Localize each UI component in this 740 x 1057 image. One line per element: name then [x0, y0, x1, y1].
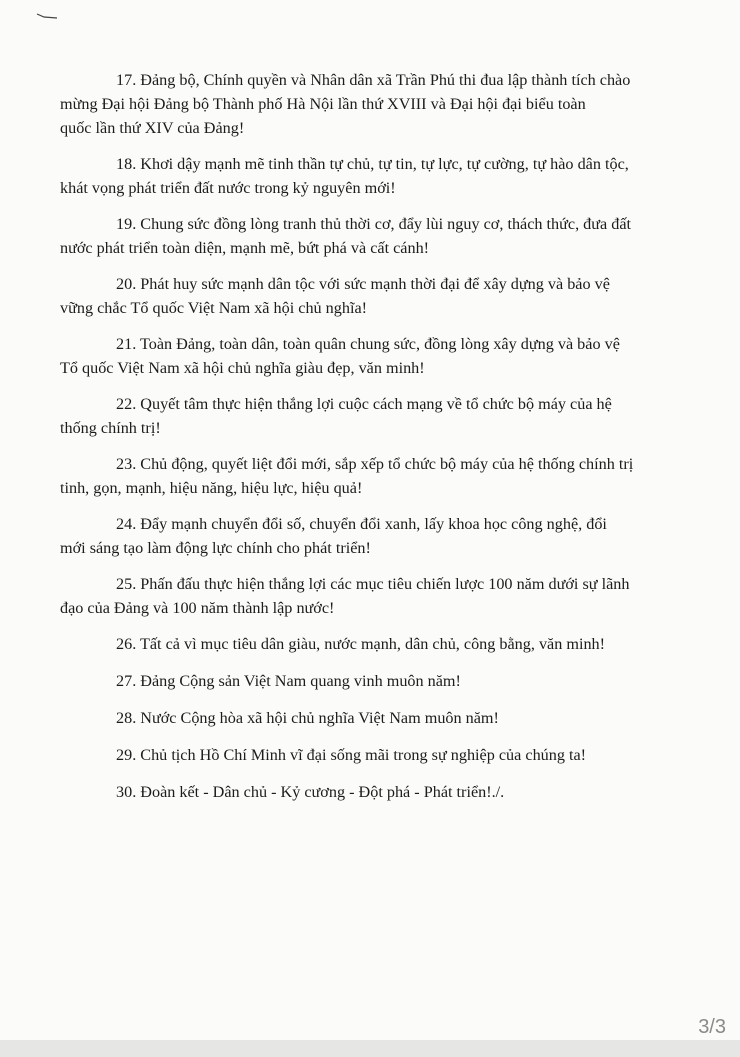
slogan-line: 22. Quyết tâm thực hiện thắng lợi cuộc cách mạng về tổ chức bộ máy của hệ: [116, 395, 612, 413]
slogan-line: 18. Khơi dậy mạnh mẽ tinh thần tự chủ, tự tin, tự lực, tự cường, tự hào dân tộc,: [116, 155, 629, 173]
slogan-line: quốc lần thứ XIV của Đảng!: [60, 119, 245, 137]
slogan-30: [116, 780, 676, 804]
slogan-line: khát vọng phát triển đất nước trong kỷ nguyên mới!: [60, 179, 396, 197]
slogan-25: [60, 572, 676, 620]
slogan-line: 27. Đảng Cộng sản Việt Nam quang vinh muôn năm!: [116, 672, 461, 690]
slogan-line: Tổ quốc Việt Nam xã hội chủ nghĩa giàu đẹp, văn minh!: [60, 359, 425, 377]
slogan-line: 29. Chủ tịch Hồ Chí Minh vĩ đại sống mãi trong sự nghiệp của chúng ta!: [116, 746, 587, 764]
slogan-line: đạo của Đảng và 100 năm thành lập nước!: [60, 599, 335, 617]
slogan-list: [60, 68, 676, 817]
slogan-22: [60, 392, 676, 440]
viewer-bottom-bar: [0, 1040, 740, 1057]
slogan-line: 25. Phấn đấu thực hiện thắng lợi các mục tiêu chiến lược 100 năm dưới sự lãnh: [116, 575, 630, 593]
slogan-line: nước phát triển toàn diện, mạnh mẽ, bứt phá và cất cánh!: [60, 239, 430, 257]
slogan-21: [60, 332, 676, 380]
slogan-line: mới sáng tạo làm động lực chính cho phát triển!: [60, 539, 371, 557]
slogan-line: 17. Đảng bộ, Chính quyền và Nhân dân xã Trần Phú thi đua lập thành tích chào: [116, 71, 631, 89]
slogan-line: 21. Toàn Đảng, toàn dân, toàn quân chung sức, đồng lòng xây dựng và bảo vệ: [116, 335, 620, 353]
scan-mark-icon: [36, 12, 58, 20]
slogan-line: vững chắc Tổ quốc Việt Nam xã hội chủ nghĩa!: [60, 299, 368, 317]
slogan-line: 19. Chung sức đồng lòng tranh thủ thời cơ, đẩy lùi nguy cơ, thách thức, đưa đất: [116, 215, 632, 233]
slogan-line: 26. Tất cả vì mục tiêu dân giàu, nước mạnh, dân chủ, công bằng, văn minh!: [116, 635, 606, 653]
slogan-28: [116, 706, 676, 730]
slogan-line: 24. Đẩy mạnh chuyển đổi số, chuyển đổi xanh, lấy khoa học công nghệ, đổi: [116, 515, 607, 533]
slogan-17: [60, 68, 676, 140]
slogan-18: [60, 152, 676, 200]
slogan-24: [60, 512, 676, 560]
slogan-23: [60, 452, 676, 500]
slogan-27: [116, 669, 676, 693]
slogan-line: tinh, gọn, mạnh, hiệu năng, hiệu lực, hiệu quả!: [60, 479, 363, 497]
slogan-line: 23. Chủ động, quyết liệt đổi mới, sắp xếp tổ chức bộ máy của hệ thống chính trị: [116, 455, 634, 473]
slogan-line: 20. Phát huy sức mạnh dân tộc với sức mạnh thời đại để xây dựng và bảo vệ: [116, 275, 610, 293]
slogan-line: mừng Đại hội Đảng bộ Thành phố Hà Nội lần thứ XVIII và Đại hội đại biểu toàn: [60, 95, 586, 113]
slogan-26: [116, 632, 676, 656]
page-indicator: 3/3: [698, 1016, 726, 1038]
slogan-29: [116, 743, 676, 767]
slogan-20: [60, 272, 676, 320]
slogan-line: thống chính trị!: [60, 419, 161, 437]
slogan-line: 28. Nước Cộng hòa xã hội chủ nghĩa Việt Nam muôn năm!: [116, 709, 499, 727]
slogan-line: 30. Đoàn kết - Dân chủ - Kỷ cương - Đột phá - Phát triển!./.: [116, 783, 505, 801]
slogan-19: [60, 212, 676, 260]
